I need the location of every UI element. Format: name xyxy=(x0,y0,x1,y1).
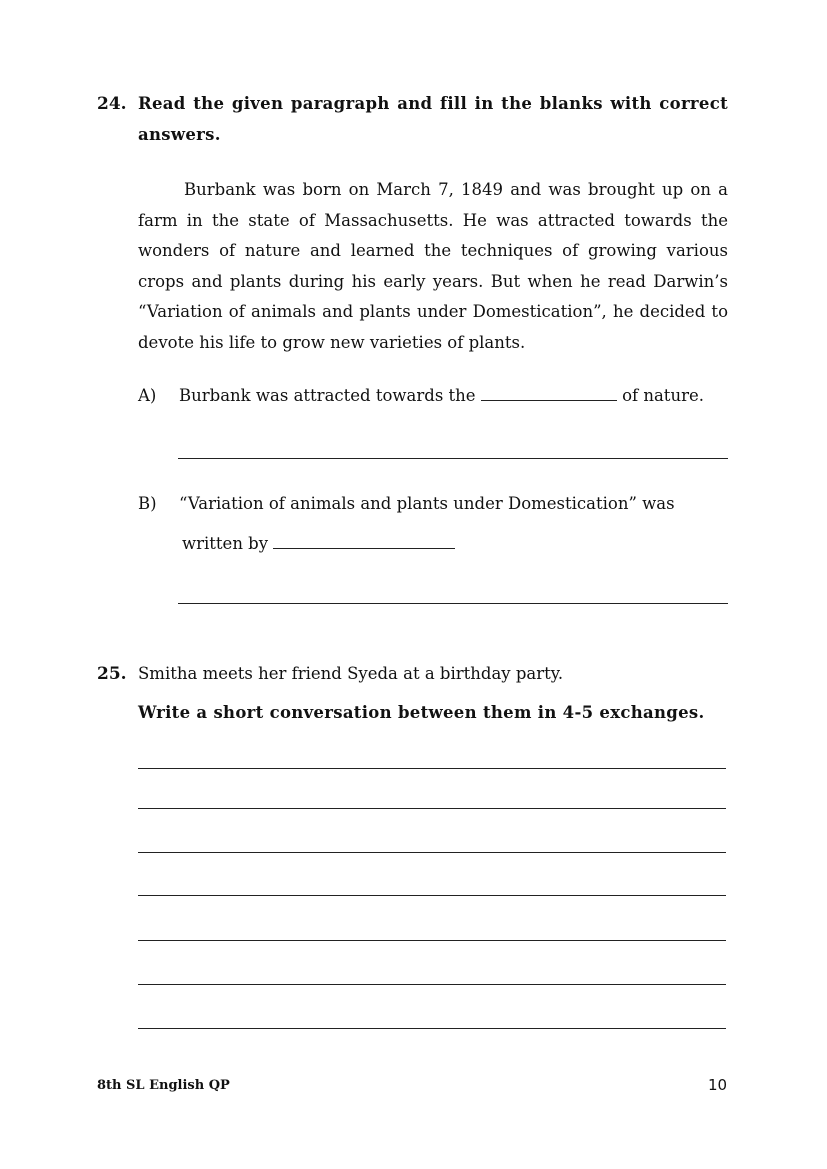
part-b-text: written by xyxy=(182,534,269,553)
question-24-number: 24. xyxy=(97,94,127,114)
part-b-line1: “Variation of animals and plants under Domestication” was xyxy=(179,494,675,513)
part-b-answer-line[interactable] xyxy=(178,603,728,604)
part-b-inline-blank[interactable] xyxy=(273,547,455,549)
answer-line[interactable] xyxy=(138,808,726,809)
part-a-sentence xyxy=(179,386,704,405)
answer-line[interactable] xyxy=(138,768,726,769)
page-number: 10 xyxy=(708,1076,728,1094)
part-a-label: A) xyxy=(138,386,157,405)
part-a-text-before: Burbank was attracted towards the xyxy=(179,386,476,405)
question-24-instruction-line2: answers. xyxy=(138,125,221,144)
question-25-instruction: Write a short conversation between them in 4-5 exchanges. xyxy=(138,703,705,722)
answer-line[interactable] xyxy=(138,895,726,896)
part-b-label: B) xyxy=(138,494,157,513)
part-b-line2 xyxy=(182,534,455,553)
question-25-prompt: Smitha meets her friend Syeda at a birthday party. xyxy=(138,664,564,683)
question-24-instruction-line1: Read the given paragraph and fill in the blanks with correct xyxy=(138,94,728,113)
answer-line[interactable] xyxy=(138,1028,726,1029)
part-a-text-after: of nature. xyxy=(622,386,704,405)
part-a-answer-line[interactable] xyxy=(178,458,728,459)
answer-line[interactable] xyxy=(138,984,726,985)
part-a-inline-blank[interactable] xyxy=(481,399,617,401)
question-24-paragraph: Burbank was born on March 7, 1849 and was brought up on a farm in the state of Massachusetts. He was attracted towards the wonders of nature and learned the techniques of growing various crops and plants during his early years. But when he read Darwin’s “Variation of animals and plants under Domestication”, he decided to devote his life to grow new varieties of plants. xyxy=(138,180,728,352)
answer-line[interactable] xyxy=(138,940,726,941)
question-25-number: 25. xyxy=(97,664,127,684)
answer-line[interactable] xyxy=(138,852,726,853)
footer-title: 8th SL English QP xyxy=(97,1078,230,1093)
